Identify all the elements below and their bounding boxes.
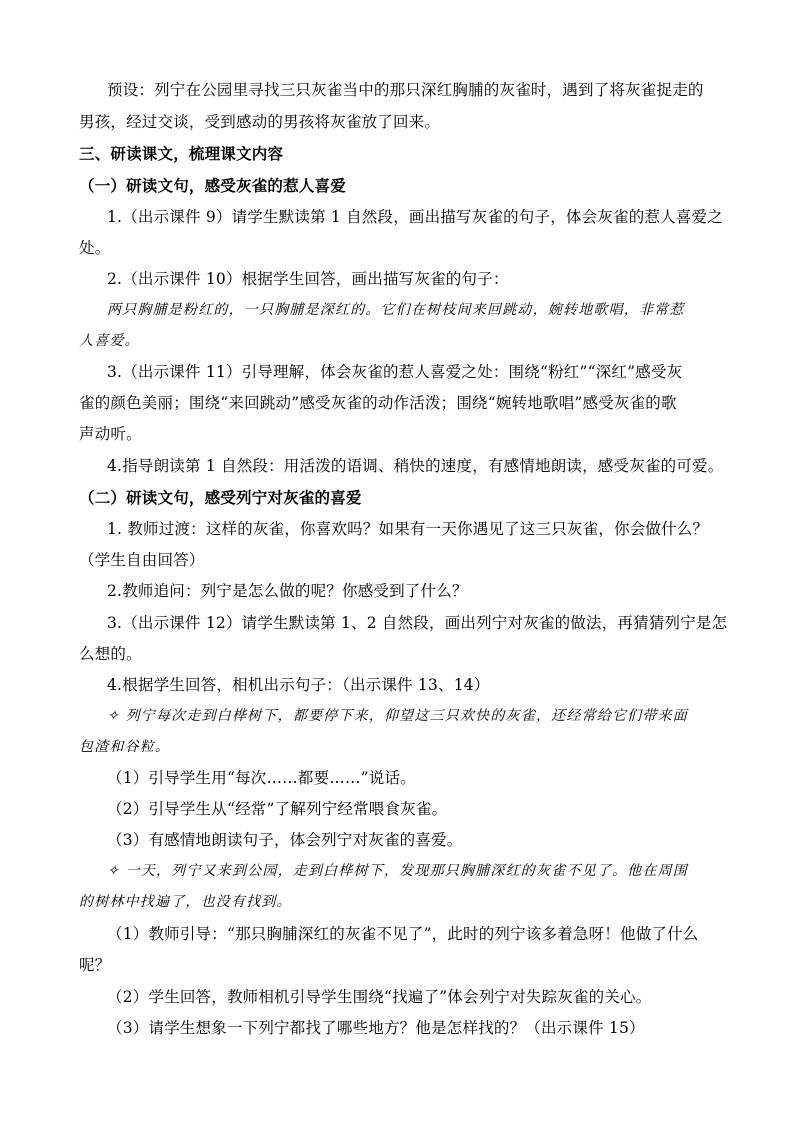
paragraph-line: 3.（出示课件 12）请学生默读第 1、2 自然段，画出列宁对灰雀的做法，再猜猜列宁是怎 [107, 614, 728, 632]
paragraph-line: 1.（出示课件 9）请学生默读第 1 自然段，画出描写灰雀的句子，体会灰雀的惹人喜爱之 [107, 208, 723, 226]
quoted-text-line: ✧ 一天，列宁又来到公园，走到白桦树下，发现那只胸脯深红的灰雀不见了。他在周围 [107, 863, 688, 879]
paragraph-line: （学生自由回答） [79, 551, 205, 569]
paragraph-line: 2.教师追问：列宁是怎么做的呢？你感受到了什么？ [107, 582, 468, 600]
quoted-text-line: 两只胸脯是粉红的，一只胸脯是深红的。它们在树枝间来回跳动，婉转地歌唱，非常惹 [107, 302, 685, 318]
paragraph-line: 3.（出示课件 11）引导理解，体会灰雀的惹人喜爱之处：围绕“粉红”“深红”感受灰 [107, 363, 683, 381]
quoted-text-line: 包渣和谷粒。 [79, 739, 171, 755]
subsection-heading: （二）研读文句，感受列宁对灰雀的喜爱 [79, 488, 362, 507]
paragraph-line: 预设：列宁在公园里寻找三只灰雀当中的那只深红胸脯的灰雀时，遇到了将灰雀捉走的 [107, 81, 704, 99]
paragraph-line: （2）学生回答，教师相机引导学生围绕“找遍了”体会列宁对失踪灰雀的关心。 [107, 988, 652, 1006]
quoted-text-line: 的树林中找遍了，也没有找到。 [79, 894, 292, 910]
paragraph-line: 雀的颜色美丽；围绕“来回跳动”感受灰雀的动作活泼；围绕“婉转地歌唱”感受灰雀的歌 [79, 394, 677, 412]
quoted-text-line: 人喜爱。 [79, 333, 140, 349]
paragraph-line: 呢？ [79, 956, 111, 974]
paragraph-line: （1）教师引导：“那只胸脯深红的灰雀不见了”，此时的列宁该多着急呀！他做了什么 [107, 925, 699, 943]
paragraph-line: 声动听。 [79, 425, 142, 443]
paragraph-line: 4.根据学生回答，相机出示句子：（出示课件 13、14） [107, 676, 490, 694]
paragraph-line: （3）有感情地朗读句子，体会列宁对灰雀的喜爱。 [107, 831, 463, 849]
section-heading: 三、研读课文，梳理课文内容 [79, 144, 284, 163]
paragraph-line: 4.指导朗读第 1 自然段：用活泼的语调、稍快的速度，有感情地朗读，感受灰雀的可爱。 [107, 457, 724, 475]
paragraph-line: 处。 [79, 239, 111, 257]
paragraph-line: 2.（出示课件 10）根据学生回答，画出描写灰雀的句子： [107, 270, 509, 288]
paragraph-line: （2）引导学生从“经常”了解列宁经常喂食灰雀。 [107, 800, 448, 818]
paragraph-line: 么想的。 [79, 645, 142, 663]
paragraph-line: 男孩，经过交谈，受到感动的男孩将灰雀放了回来。 [79, 113, 441, 131]
paragraph-line: 1. 教师过渡：这样的灰雀，你喜欢吗？如果有一天你遇见了这三只灰雀，你会做什么？ [107, 520, 709, 538]
paragraph-line: （1）引导学生用“每次……都要……”说话。 [107, 769, 416, 787]
subsection-heading: （一）研读文句，感受灰雀的惹人喜爱 [79, 176, 346, 195]
quoted-text-line: ✧ 列宁每次走到白桦树下，都要停下来，仰望这三只欢快的灰雀，还经常给它们带来面 [107, 708, 688, 724]
paragraph-line: （3）请学生想象一下列宁都找了哪些地方？他是怎样找的？（出示课件 15） [107, 1019, 645, 1037]
